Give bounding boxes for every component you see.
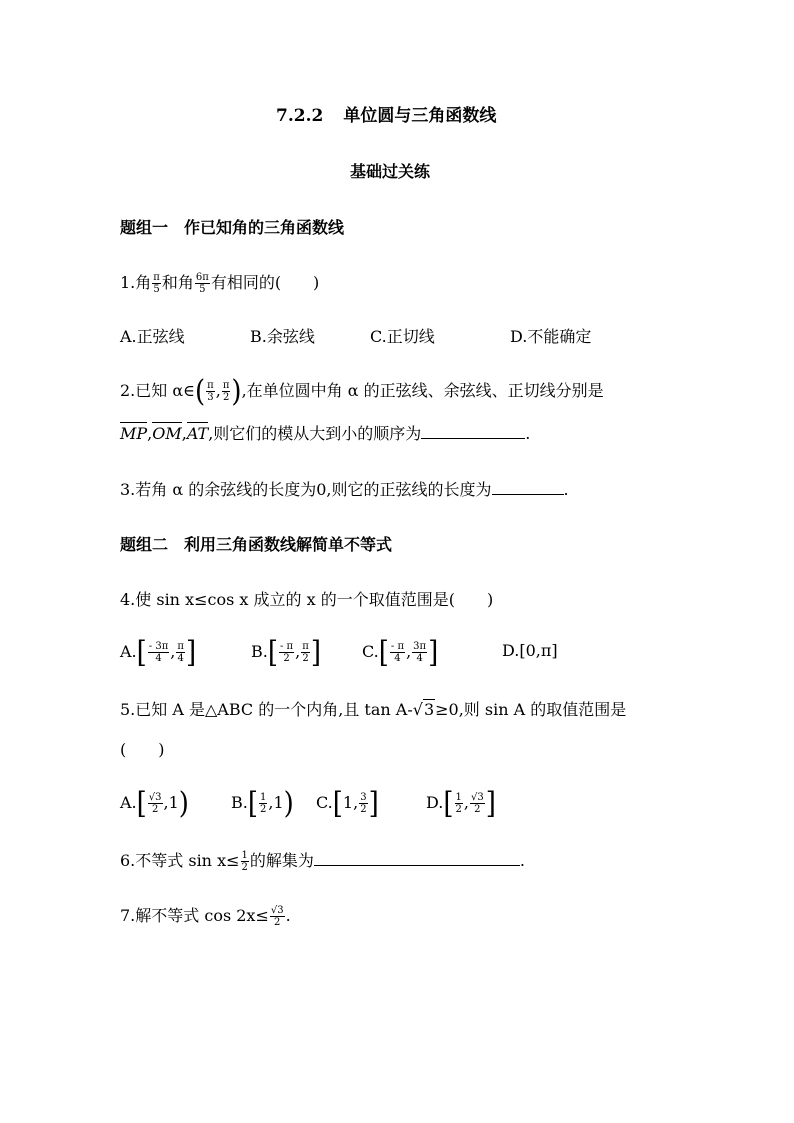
option-d: D.不能确定 (510, 327, 592, 346)
option-c: C.[1, $\frac{3}{2}$ ] (316, 786, 379, 821)
question-5-options (120, 786, 500, 821)
question-2: 2.已知 α∈( $\frac{\pi}{3}$ , $\frac{\pi}{2}$ ),在单位圆中角 α 的正弦线、余弦线、正切线分别是 (120, 374, 604, 409)
page-title (276, 106, 496, 126)
question-7: 7.解不等式 cos 2x≤ $\frac{√3}{2}$ . (120, 905, 291, 928)
title-text: 单位圆与三角函数线 (343, 106, 497, 126)
answer-blank (421, 424, 525, 439)
question-5: 5.已知 A 是△ABC 的一个内角,且 tan A-√3≥0,则 sin A 的取值范围是 (120, 700, 627, 719)
section-subtitle: 基础过关练 (350, 162, 431, 181)
question-3: 3.若角 α 的余弦线的长度为0,则它的正弦线的长度为 . (120, 480, 569, 499)
question-4: 4.使 sin x≤cos x 成立的 x 的一个取值范围是( ) (120, 590, 494, 609)
option-a: A.[ $\frac{√3}{2}$ ,1) (120, 786, 189, 821)
option-b: B.[ $\frac{1}{2}$ ,1) (231, 786, 294, 821)
title-number: 7.2.2 (276, 106, 324, 126)
question-2-line-2: MP,OM,AT,则它们的模从大到小的顺序为 . (120, 424, 531, 443)
group2-heading: 题组二 利用三角函数线解简单不等式 (120, 535, 393, 554)
vector-at: AT (186, 424, 209, 443)
option-a: A.正弦线 (120, 327, 185, 346)
option-c: C.[ $\frac{- \pi}{4}$ , $\frac{3\pi}{4}$ ] (362, 635, 439, 670)
option-a: A.[ $\frac{- 3\pi}{4}$ , $\frac{\pi}{4}$ ] (120, 635, 197, 670)
vector-mp: MP (120, 424, 148, 443)
question-4-options (120, 635, 590, 670)
option-b: B.[ $\frac{- \pi}{2}$ , $\frac{\pi}{2}$ ] (251, 635, 321, 670)
question-1-options (120, 327, 680, 347)
question-5-paren: ( ) (120, 740, 165, 759)
group1-heading: 题组一 作已知角的三角函数线 (120, 218, 345, 237)
option-d: D.[ $\frac{1}{2}$ , $\frac{√3}{2}$ ] (426, 786, 496, 821)
answer-blank (314, 851, 520, 866)
question-1: 1.角 $\frac{\pi}{5}$ 和角 $\frac{6\pi}{5}$ 有相同的( ) (120, 272, 320, 295)
square-root: √3 (412, 700, 435, 719)
option-b: B.余弦线 (250, 327, 315, 346)
vector-om: OM (152, 424, 182, 443)
answer-blank (492, 480, 564, 495)
fraction: $\frac{6\pi}{5}$ (195, 272, 209, 295)
option-d: D.[0,π] (502, 641, 558, 660)
question-6: 6.不等式 sin x≤ $\frac{1}{2}$ 的解集为 . (120, 850, 525, 873)
option-c: C.正切线 (370, 327, 435, 346)
fraction: $\frac{\pi}{5}$ (153, 272, 160, 295)
